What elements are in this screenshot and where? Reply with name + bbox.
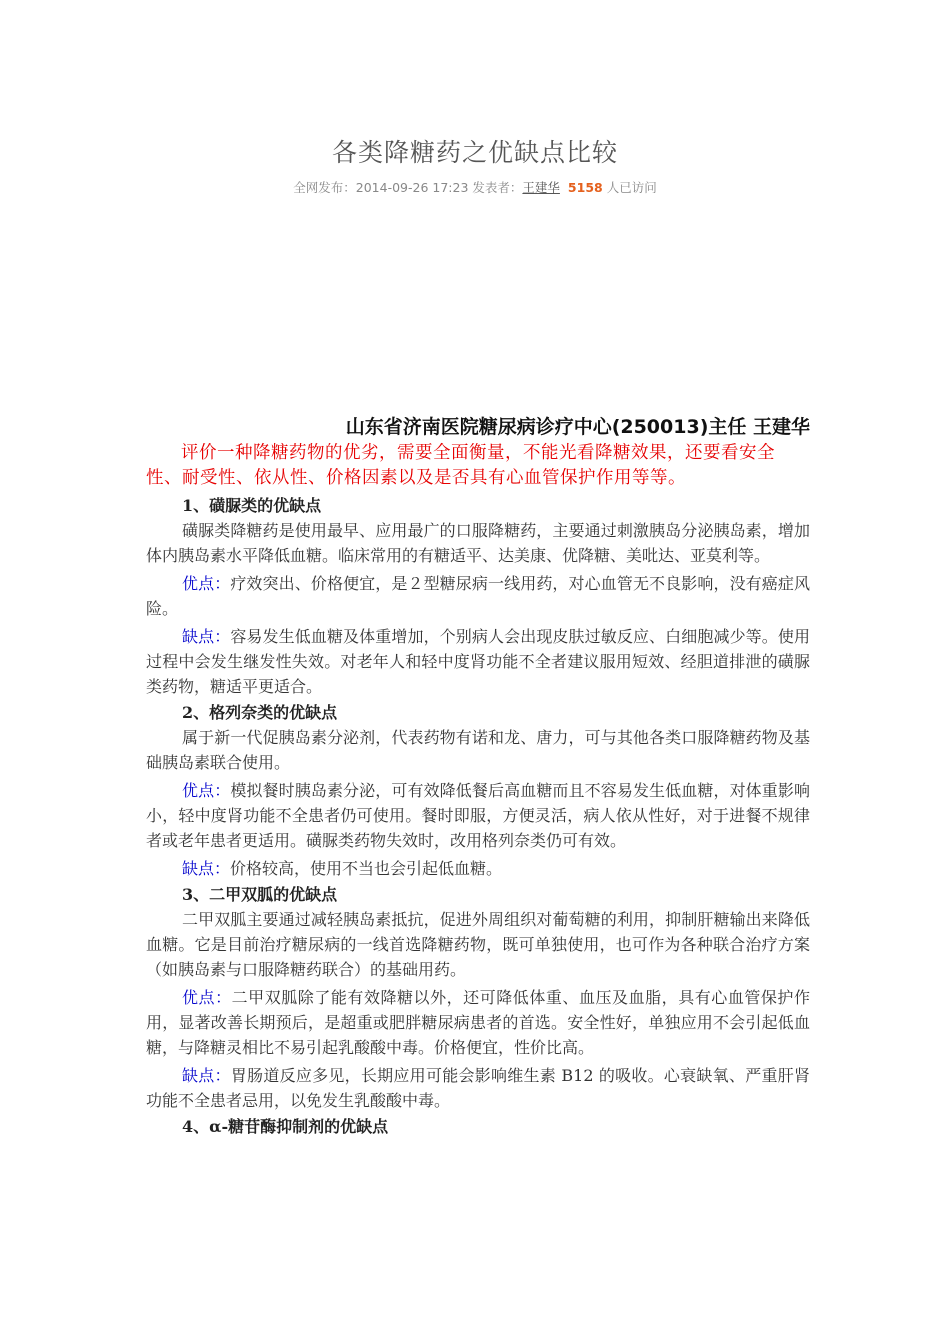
pros-paragraph xyxy=(146,985,810,1060)
pros-label: 优点： xyxy=(182,574,231,593)
article-body xyxy=(146,413,810,1139)
pros-paragraph xyxy=(146,778,810,853)
section-description: 二甲双胍主要通过减轻胰岛素抵抗，促进外周组织对葡萄糖的利用，抑制肝糖输出来降低血糖。它是目前治疗糖尿病的一线首选降糖药物，既可单独使用，也可作为各种联合治疗方案（如胰岛素与口服降糖药联合）的基础用药。 xyxy=(146,910,810,979)
cons-paragraph xyxy=(146,856,810,881)
pros-text: 二甲双胍除了能有效降糖以外，还可降低体重、血压及血脂，具有心血管保护作用，显著改善长期预后，是超重或肥胖糖尿病患者的首选。安全性好，单独应用不会引起低血糖，与降糖灵相比不易引起乳酸酸中毒。价格便宜，性价比高。 xyxy=(146,988,810,1057)
section-description: 属于新一代促胰岛素分泌剂，代表药物有诺和龙、唐力，可与其他各类口服降糖药物及基础胰岛素联合使用。 xyxy=(146,728,810,772)
article-title: 各类降糖药之优缺点比较 xyxy=(331,138,618,167)
pros-label: 优点： xyxy=(182,988,232,1007)
article-meta xyxy=(0,178,950,196)
section-heading: 4、α-糖苷酶抑制剂的优缺点 xyxy=(182,1117,389,1136)
cons-text: 价格较高，使用不当也会引起低血糖。 xyxy=(230,859,503,878)
pros-text: 模拟餐时胰岛素分泌，可有效降低餐后高血糖而且不容易发生低血糖，对体重影响小，轻中度肾功能不全患者仍可使用。餐时即服，方便灵活，病人依从性好，对于进餐不规律者或老年患者更适用。磺脲类药物失效时，改用格列奈类仍可有效。 xyxy=(146,781,810,850)
section-heading: 2、格列奈类的优缺点 xyxy=(182,703,338,722)
pros-text: 疗效突出、价格便宜，是２型糖尿病一线用药，对心血管无不良影响，没有癌症风险。 xyxy=(146,574,810,618)
cons-paragraph xyxy=(146,1063,810,1113)
cons-text: 容易发生低血糖及体重增加，个别病人会出现皮肤过敏反应、白细胞减少等。使用过程中会发生继发性失效。对老年人和轻中度肾功能不全者建议服用短效、经胆道排泄的磺脲类药物，糖适平更适合。 xyxy=(146,627,810,696)
author-link[interactable]: 王建华 xyxy=(522,180,560,195)
cons-label: 缺点： xyxy=(182,859,231,878)
section-description: 磺脲类降糖药是使用最早、应用最广的口服降糖药，主要通过刺激胰岛分泌胰岛素，增加体内胰岛素水平降低血糖。临床常用的有糖适平、达美康、优降糖、美吡达、亚莫利等。 xyxy=(146,521,810,565)
pros-label: 优点： xyxy=(182,781,231,800)
cons-label: 缺点： xyxy=(182,1066,231,1085)
visit-count: 5158 xyxy=(567,180,603,195)
section-heading: 1、磺脲类的优缺点 xyxy=(182,496,322,515)
publish-info: 全网发布：2014-09-26 17:23 发表者： xyxy=(293,180,523,195)
pros-paragraph xyxy=(146,571,810,621)
author-organization: 山东省济南医院糖尿病诊疗中心(250013)主任 王建华 xyxy=(345,416,810,438)
intro-paragraph: 评价一种降糖药物的优劣，需要全面衡量，不能光看降糖效果，还要看安全性、耐受性、依从性、价格因素以及是否具有心血管保护作用等等。 xyxy=(146,443,775,488)
section-heading: 3、二甲双胍的优缺点 xyxy=(182,885,338,904)
cons-paragraph xyxy=(146,624,810,699)
cons-text: 胃肠道反应多见，长期应用可能会影响维生素 B12 的吸收。心衰缺氧、严重肝肾功能不全患者忌用，以免发生乳酸酸中毒。 xyxy=(146,1066,810,1110)
cons-label: 缺点： xyxy=(182,627,231,646)
visit-suffix: 人已访问 xyxy=(602,180,657,195)
